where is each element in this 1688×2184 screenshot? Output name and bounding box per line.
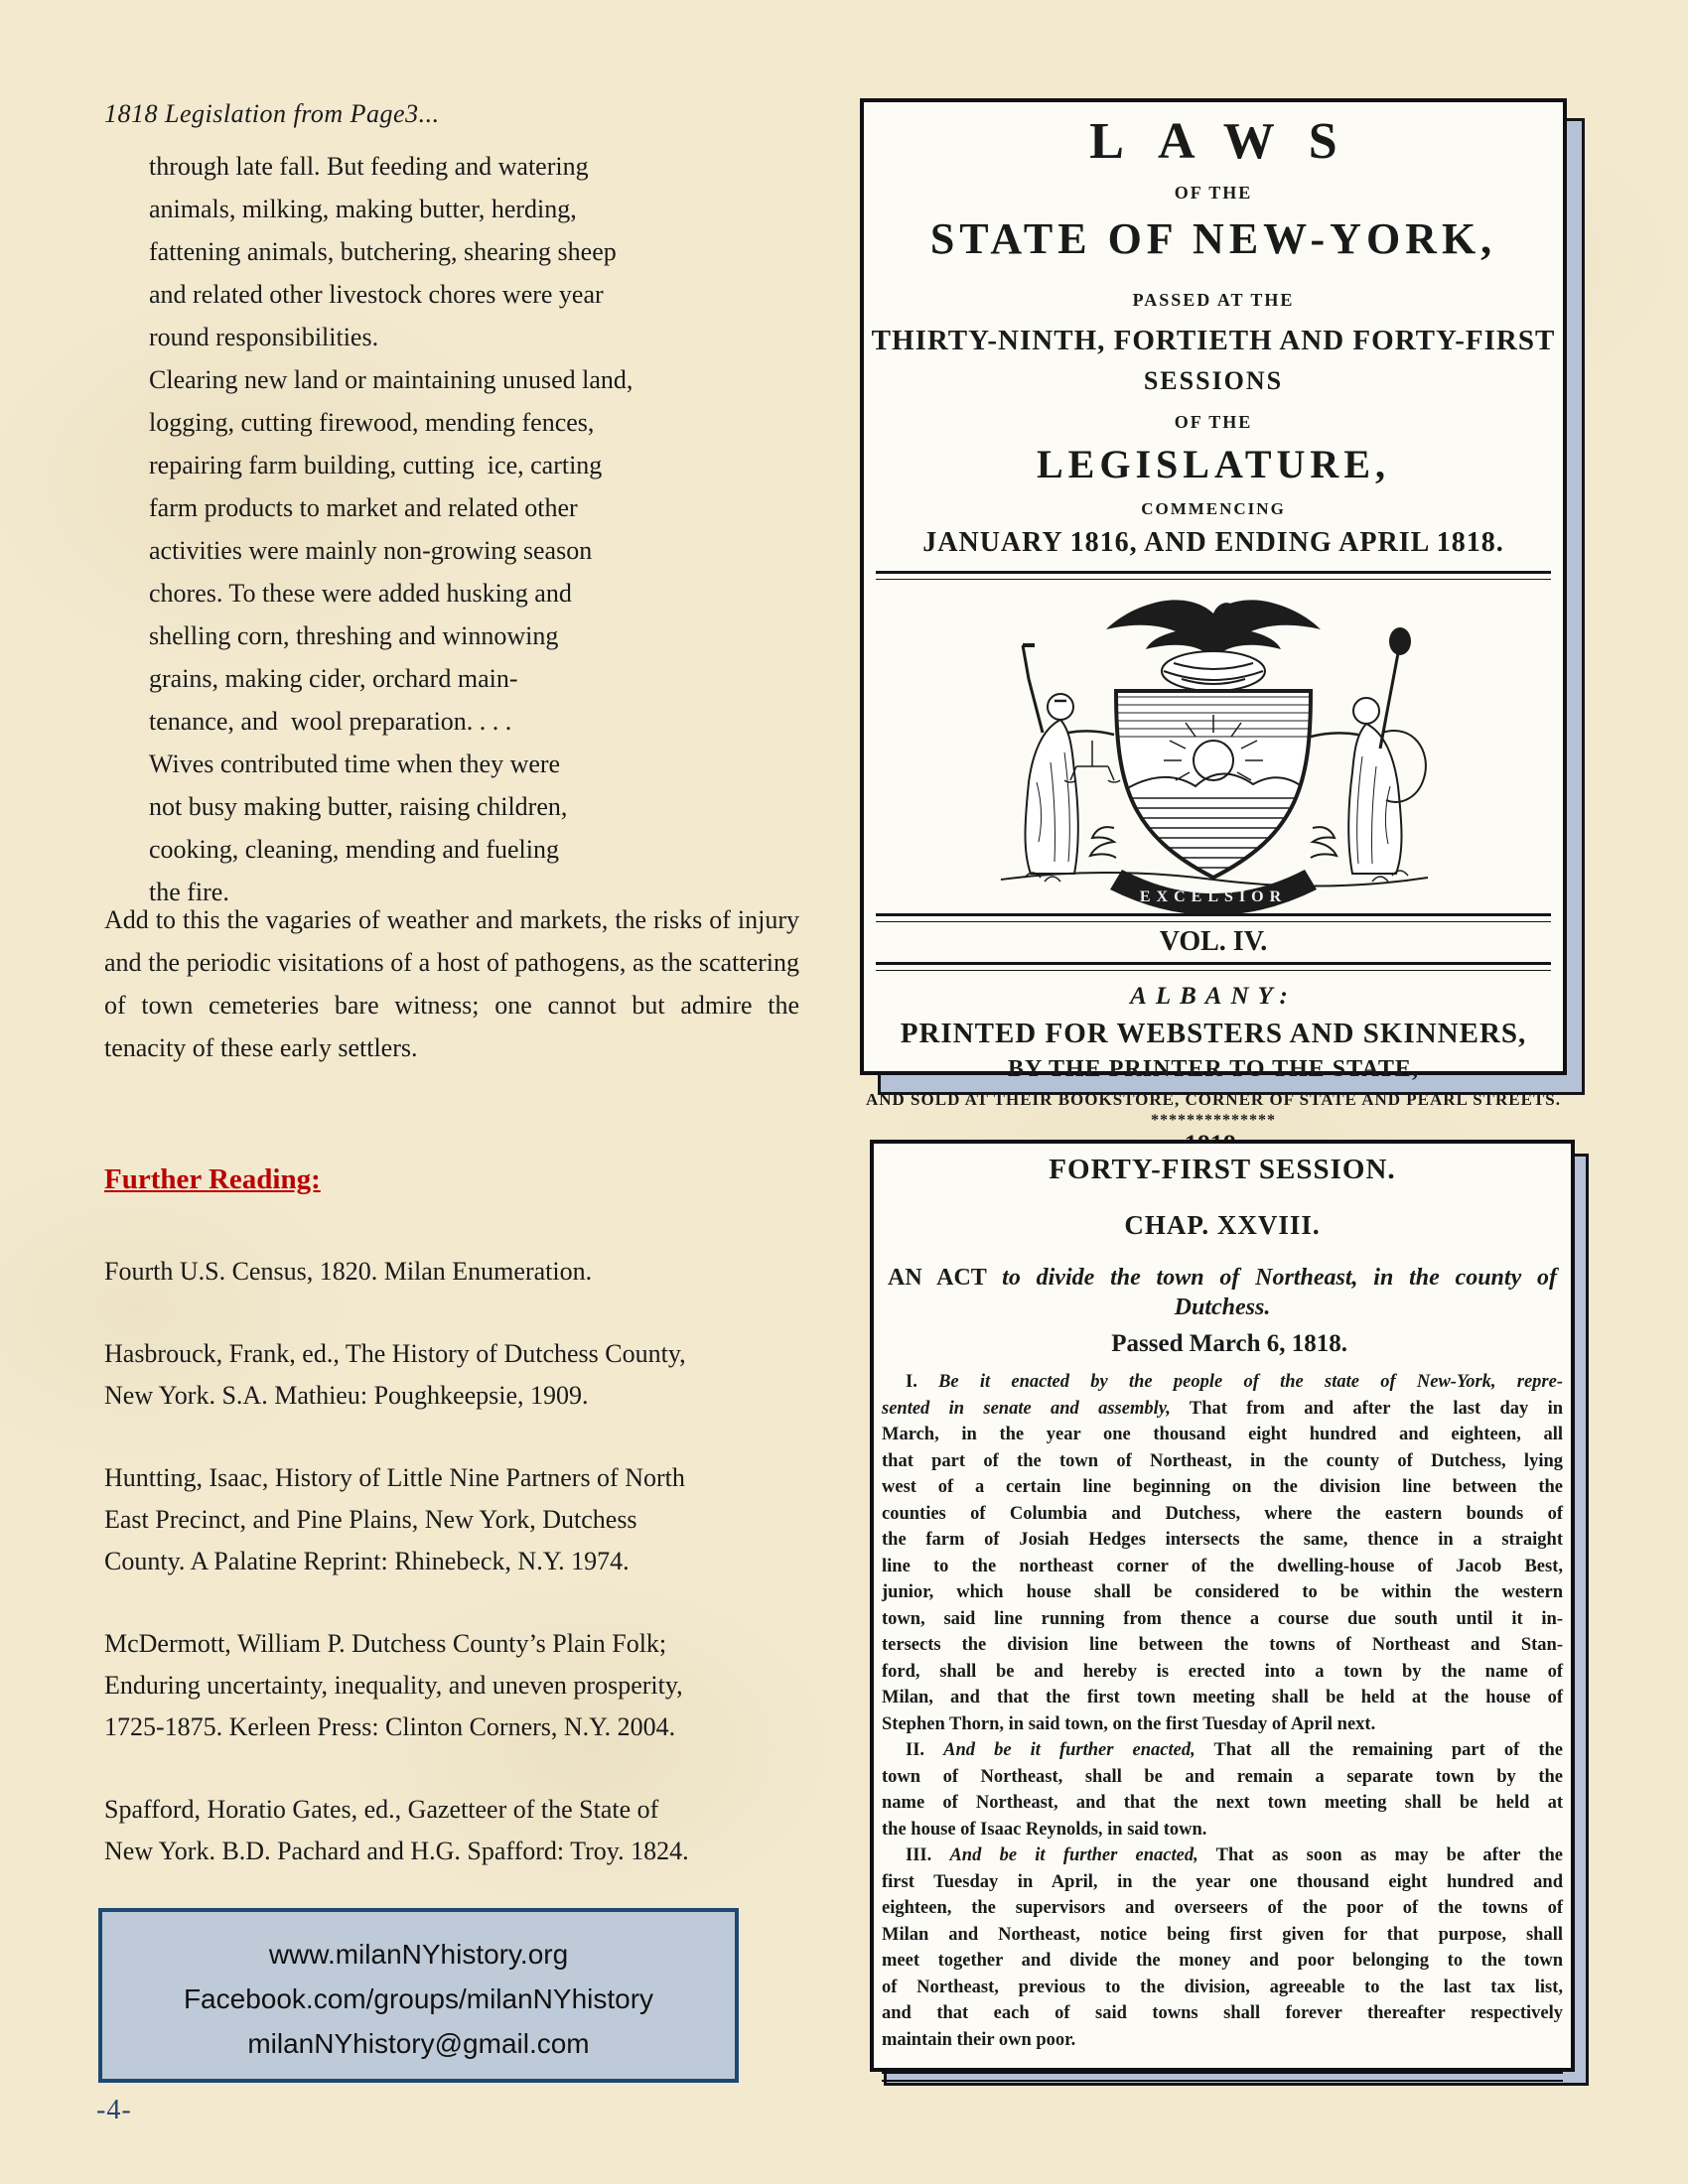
passed-at-the-line: PASSED AT THE	[1132, 290, 1295, 310]
commencing-line: COMMENCING	[1141, 499, 1286, 518]
citation-mcdermott: McDermott, William P. Dutchess County’s Plain Folk; Enduring uncertainty, inequality, and uneven prosperity, 1725-1875. Kerleen Press: Clinton Corners, N.Y. 2004.	[104, 1629, 683, 1741]
laws-title: LAWS	[1089, 113, 1371, 170]
citation-spafford: Spafford, Horatio Gates, ed., Gazetteer of the State of New York. B.D. Pachard and H.G. Spafford: Troy. 1824.	[104, 1795, 689, 1865]
continued-from-note: 1818 Legislation from Page3...	[104, 99, 440, 128]
chapter-heading: CHAP. XXVIII.	[1124, 1210, 1321, 1240]
legislature-line: LEGISLATURE,	[1036, 442, 1390, 486]
laws-title-page-scan	[860, 98, 1567, 1129]
divider-rule	[876, 913, 1551, 922]
excelsior-motto: EXCELSIOR	[1139, 888, 1288, 905]
closing-paragraph: Add to this the vagaries of weather and markets, the risks of injury and the periodic visitations of a host of pathogens, as the scattering of town cemeteries bare witness; one cannot but admire the tenacity of these early settlers.	[104, 905, 799, 1062]
citation-huntting: Huntting, Isaac, History of Little Nine Partners of North East Precinct, and Pine Plains, New York, Dutchess County. A Palatine Reprint: Rhinebeck, N.Y. 1974.	[104, 1463, 685, 1575]
contact-links: www.milanNYhistory.org Facebook.com/groups/milanNYhistory milanNYhistory@gmail.com	[183, 1939, 654, 2059]
printer-line-2: BY THE PRINTER TO THE STATE,	[1008, 1056, 1419, 1082]
citation-hasbrouck: Hasbrouck, Frank, ed., The History of Dutchess County, New York. S.A. Mathieu: Poughkeepsie, 1909.	[104, 1339, 686, 1410]
act-title: AN ACT to divide the town of Northeast, in the county of Dutchess.	[888, 1265, 1558, 1320]
divider-rule	[876, 962, 1551, 971]
ny-coat-of-arms-engraving	[965, 584, 1462, 913]
state-of-new-york-line: STATE OF NEW-YORK,	[929, 214, 1497, 263]
printer-line-1: PRINTED FOR WEBSTERS AND SKINNERS,	[900, 1018, 1527, 1049]
bottom-rule	[882, 2069, 1563, 2082]
page-number: -4-	[96, 2095, 132, 2125]
passed-date-line: Passed March 6, 1818.	[1111, 1330, 1347, 1357]
contact-info-box	[98, 1908, 739, 2083]
session-heading: FORTY-FIRST SESSION.	[1049, 1154, 1396, 1185]
act-body-text: I. Be it enacted by the people of the state of New-York, repre- sented in senate and assembly, That from and after the last day in March, in the year one thousand eight hundred and eighteen, all that part of the town of Northeast, in the county of Dutchess, lying west of a certain line beginning on the division line between the counties of Columbia and Dutchess, where the eastern bounds of the farm of Josiah Hedges intersects the same, thence in a straight line to the northeast corner of the dwelling-house of Jacob Best, junior, which house shall be considered to be within the western town, said line running from thence a course due south until it in- tersects the division line between the towns of Northeast and Stan- ford, shall be and hereby is erected into a town by the name of Milan, and that the first town meeting shall be held at the house of Stephen Thorn, in said town, on the first Tuesday of April next. II. And be it further enacted, That all the remaining part of the town of Northeast, shall be and remain a separate town by the name of Northeast, and that the next town meeting shall be held at the house of Isaac Reynolds, in said town. III. And be it further enacted, That as soon as may be after the first Tuesday in April, in the year one thousand eight hundred and eighteen, the supervisors and overseers of the poor of the towns of Milan and Northeast, notice being first given for that purpose, shall meet together and divide the money and poor belonging to the town of Northeast, previous to the division, agreeable to the last tax list, and that each of said towns shall forever thereafter respectively maintain their own poor.	[882, 1372, 1564, 2050]
printer-line-3: AND SOLD AT THEIR BOOKSTORE, CORNER OF STATE AND PEARL STREETS.	[865, 1090, 1562, 1109]
asterisk-row: **************	[1151, 1112, 1276, 1129]
act-page	[870, 1140, 1575, 2072]
citations-list	[104, 1251, 819, 1913]
citation-census: Fourth U.S. Census, 1820. Milan Enumeration.	[104, 1257, 593, 1286]
volume-line: VOL. IV.	[1159, 926, 1268, 957]
laws-title-page	[860, 98, 1567, 1129]
of-the-line-2: OF THE	[1174, 412, 1253, 432]
sessions-ordinals-line: THIRTY-NINTH, FORTIETH AND FORTY-FIRST	[871, 325, 1556, 356]
albany-line: ALBANY:	[1130, 983, 1297, 1010]
divider-rule	[876, 571, 1551, 580]
of-the-line: OF THE	[1174, 183, 1253, 203]
further-reading-heading: Further Reading:	[104, 1163, 321, 1195]
farm-chores-text-block: through late fall. But feeding and watering animals, milking, making butter, herding, fattening animals, butchering, shearing sheep and related other livestock chores were year round responsibilities. Clearing new land or maintaining unused land, logging, cutting firewood, mending fences, repairing farm building, cutting ice, carting farm products to market and related other activities were mainly non-growing season chores. To these were added husking and shelling corn, threshing and winnowing grains, making cider, orchard main- tenance, and wool preparation. . . . Wives contributed time when they were not busy making butter, raising children, cooking, cleaning, mending and fueling the fire.	[149, 152, 633, 906]
dates-line: JANUARY 1816, AND ENDING APRIL 1818.	[922, 527, 1504, 558]
sessions-word: SESSIONS	[1143, 366, 1284, 395]
act-page-scan	[870, 1140, 1575, 2072]
